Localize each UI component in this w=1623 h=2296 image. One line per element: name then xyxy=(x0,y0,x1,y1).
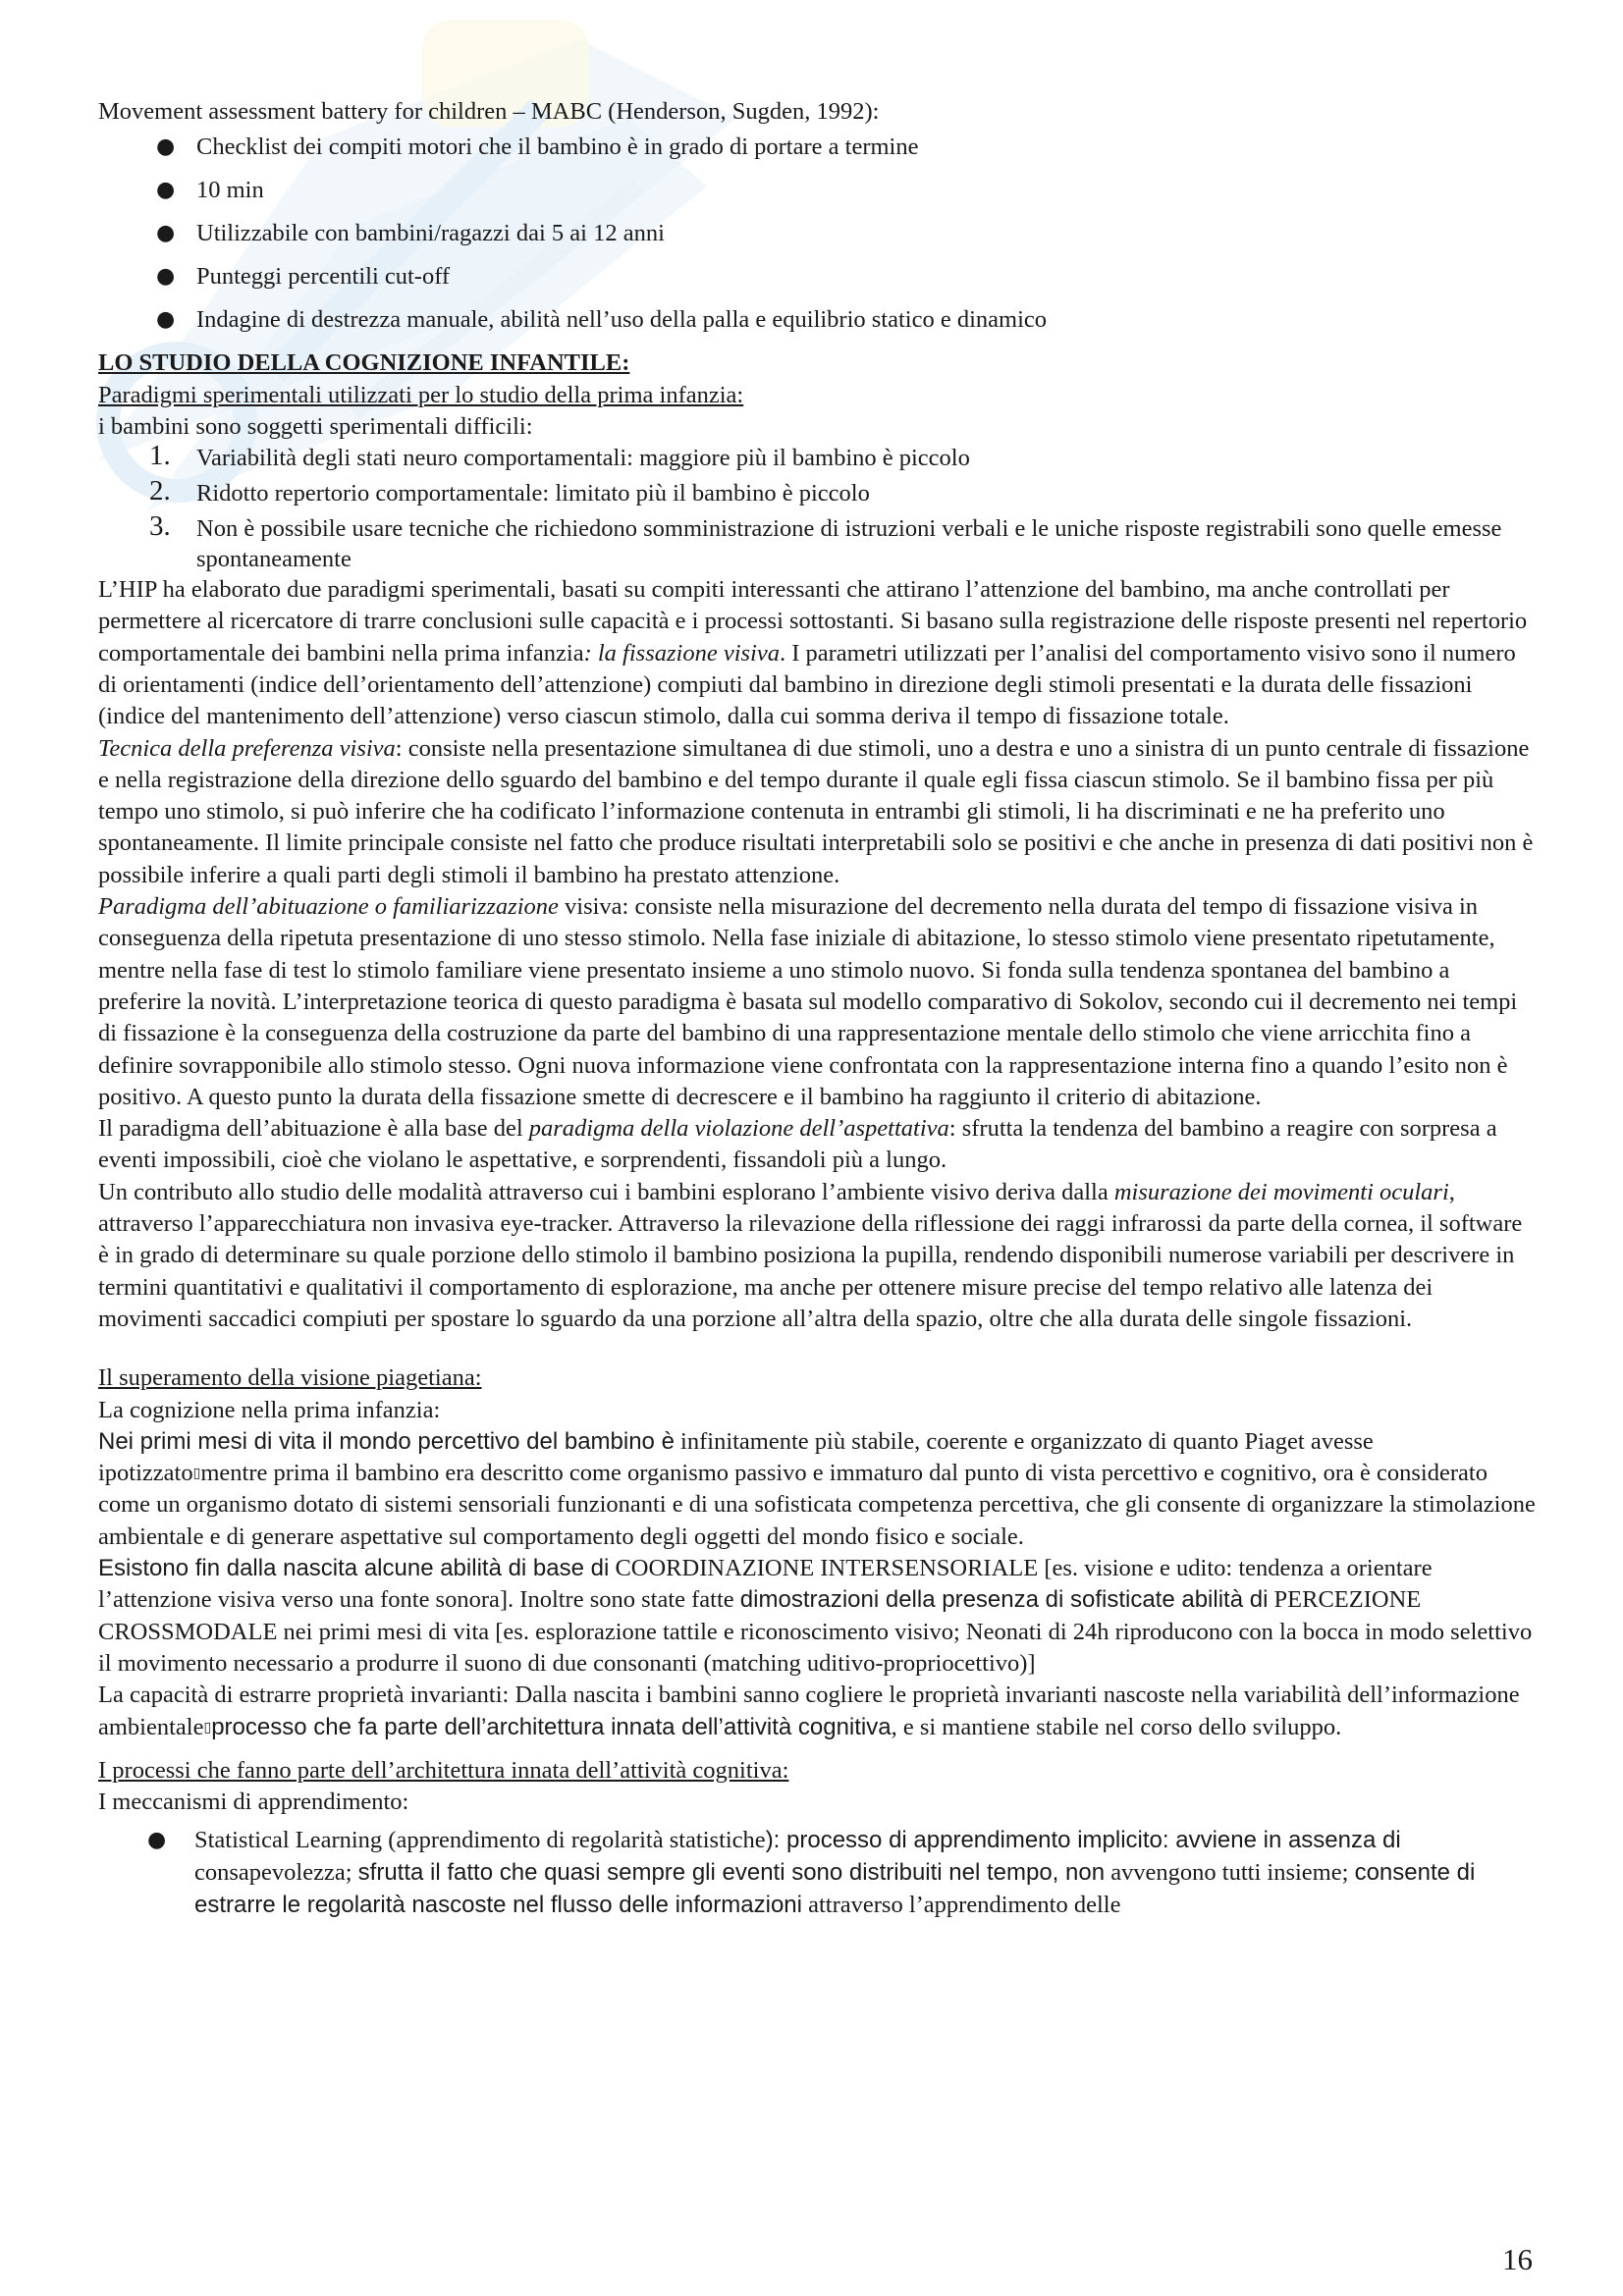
bullet-icon: ● xyxy=(156,221,176,246)
hip-paragraph: L’HIP ha elaborato due paradigmi sperimentali, basati su compiti interessanti che attirano l’attenzione del bambino, ma anche controllati per permettere al ricercatore di trarre conclusioni sulle capacità e i processi sottostanti. Si basano sulla registrazione delle risposte presenti nel repertorio comportamentale dei bambini nella prima infanzia: la fissazione visiva. I parametri utilizzati per l’analisi del comportamento visivo sono il numero di orientamenti (indice dell’orientamento dell’attenzione) compiuti dal bambino in direzione degli stimoli presentati e la durata delle fissazioni (indice del mantenimento dell’attenzione) verso ciascun stimolo, dalla cui somma deriva il tempo di fissazione totale. xyxy=(98,576,1528,730)
list-item: ● Indagine di destrezza manuale, abilità nell’uso della palla e equilibrio statico e dinamico xyxy=(98,304,1537,336)
eyetracker-paragraph: Un contributo allo studio delle modalità attraverso cui i bambini esplorano l’ambiente visivo deriva dalla misurazione dei movimenti oculari, attraverso l’apparecchiatura non invasiva eye-tracker. Attraverso la rilevazione della riflessione dei raggi infrarossi da parte della cornea, il software è in grado di determinare su quale porzione dello stimolo il bambino posiziona la pupilla, rendendo disponibili numerose variabili per descrivere in termini quantitativi e qualitativi il comportamento di esplorazione, ma anche per ottenere misure precise del tempo relativo alle latenza dei movimenti saccadici compiuti per spostare lo sguardo da una porzione all’altra della spazio, oltre che alla durata delle singole fissazioni. xyxy=(98,1178,1523,1332)
missing-glyph-icon: ▯ xyxy=(203,1719,212,1735)
bullet-icon: ● xyxy=(147,1828,167,1853)
list-item: 2. Ridotto repertorio comportamentale: limitato più il bambino è piccolo xyxy=(149,475,870,507)
difficult-intro: i bambini sono soggetti sperimentali difficili: xyxy=(98,412,533,440)
mabc-bullet-list xyxy=(98,132,1537,336)
bullet-icon: ● xyxy=(156,307,176,333)
document-body xyxy=(98,96,1537,1921)
list-item: ● Utilizzabile con bambini/ragazzi dai 5 ai 12 anni xyxy=(98,218,1537,249)
list-item: ● Statistical Learning (apprendimento di regolarità statistiche): processo di apprendimento implicito: avviene in assenza di consapevolezza; sfrutta il fatto che quasi sempre gli eventi sono distribuiti nel tempo, non avvengono tutti insieme; consente di estrarre le regolarità nascoste nel flusso delle informazioni attraverso l’apprendimento delle xyxy=(147,1824,1537,1921)
list-item: 3. Non è possibile usare tecniche che richiedono somministrazione di istruzioni verbali e le uniche risposte registrabili sono quelle emesse spontaneamente xyxy=(149,510,1502,573)
bullet-icon: ● xyxy=(156,178,176,203)
mechanisms-list xyxy=(98,1824,1537,1921)
list-item: ● Checklist dei compiti motori che il bambino è in grado di portare a termine xyxy=(98,132,1537,163)
list-item: ● Punteggi percentili cut-off xyxy=(98,261,1537,293)
cognition-heading: La cognizione nella prima infanzia: xyxy=(98,1396,441,1423)
section-title: LO STUDIO DELLA COGNIZIONE INFANTILE: xyxy=(98,349,630,377)
list-item: ● 10 min xyxy=(98,175,1537,206)
bullet-icon: ● xyxy=(156,264,176,290)
invariant-paragraph: La capacità di estrarre proprietà invarianti: Dalla nascita i bambini sanno cogliere le proprietà invarianti nascoste nella variabilità dell’informazione ambientale▯processo che fa parte dell’architettura innata dell’attività cognitiva, e si mantiene stabile nel corso dello sviluppo. xyxy=(98,1682,1520,1740)
page-number: 16 xyxy=(1502,2242,1533,2276)
coordination-paragraph: Esistono fin dalla nascita alcune abilità di base di COORDINAZIONE INTERSENSORIALE [es. visione e udito: tendenza a orientare l’attenzione visiva verso una fonte sonora]. Inoltre sono state fatte dimostrazioni della presenza di sofisticate abilità di PERCEZIONE CROSSMODALE nei primi mesi di vita [es. esplorazione tattile e riconoscimento visivo; Neonati di 24h riproducono con la bocca in modo selettivo il movimento necessario a produrre il suono di due consonanti (matching uditivo-propriocettivo)] xyxy=(98,1555,1533,1677)
percept-paragraph: Nei primi mesi di vita il mondo percettivo del bambino è infinitamente più stabile, coerente e organizzato di quanto Piaget avesse ipotizzato▯mentre prima il bambino era descritto come organismo passivo e immaturo dal punto di vista percettivo e cognitivo, ora è considerato come un organismo dotato di sistemi sensoriali funzionanti e di una sofisticata competenza percettiva, che gli consente di organizzare la stimolazione ambientale e di generare aspettative sul comportamento degli oggetti del mondo fisico e sociale. xyxy=(98,1427,1536,1550)
violation-paragraph: Il paradigma dell’abituazione è alla base del paradigma della violazione dell’aspettativa: sfrutta la tendenza del bambino a reagire con sorpresa a eventi impossibili, cioè che violano le aspettative, e sorprendenti, fissandoli più a lungo. xyxy=(98,1115,1497,1174)
subsection-heading: Paradigmi sperimentali utilizzati per lo studio della prima infanzia: xyxy=(98,381,744,408)
preference-paragraph: Tecnica della preferenza visiva: consiste nella presentazione simultanea di due stimoli, uno a destra e uno a sinistra di un punto centrale di fissazione e nella registrazione della direzione dello sguardo del bambino e del tempo durante il quale egli fissa ciascun stimolo. Se il bambino fissa per più tempo uno stimolo, si può inferire che ha codificato l’informazione contenuta in entrambi gli stimoli, li ha discriminati e ne ha preferito uno spontaneamente. Il limite principale consiste nel fatto che produce risultati interpretabili solo se positivi e che anche in presenza di dati positivi non è possibile inferire a quali parti degli stimoli il bambino ha prestato attenzione. xyxy=(98,734,1534,888)
habituation-paragraph: Paradigma dell’abituazione o familiarizzazione visiva: consiste nella misurazione del decremento nella durata del tempo di fissazione visiva in conseguenza della ripetuta presentazione di uno stesso stimolo. Nella fase iniziale di abitazione, lo stesso stimolo viene presentato ripetutamente, mentre nella fase di test lo stimolo familiare viene presentato insieme a uno stimolo nuovo. Si fonda sulla tendenza spontanea del bambino a preferire la novità. L’interpretazione teorica di questo paradigma è basata sul modello comparativo di Sokolov, secondo cui il decremento nei tempi di fissazione è la conseguenza della costruzione da parte del bambino di una rappresentazione mentale dello stimolo che viene arricchita fino a definire sovrapponibile allo stimolo stesso. Ogni nuova informazione viene confrontata con la rappresentazione interna fino a quando l’esito non è positivo. A questo punto la durata della fissazione smette di decrescere e il bambino ha raggiunto il criterio di abitazione. xyxy=(98,893,1518,1110)
missing-glyph-icon: ▯ xyxy=(192,1466,201,1482)
mabc-intro: Movement assessment battery for children – MABC (Henderson, Sugden, 1992): xyxy=(98,98,880,125)
difficulty-list xyxy=(98,440,1537,574)
subsection-heading: Il superamento della visione piagetiana: xyxy=(98,1364,482,1392)
mechanisms-heading: I meccanismi di apprendimento: xyxy=(98,1789,409,1816)
list-item: 1. Variabilità degli stati neuro comportamentali: maggiore più il bambino è piccolo xyxy=(149,440,970,472)
bullet-icon: ● xyxy=(156,134,176,160)
subsection-heading: I processi che fanno parte dell’architettura innata dell’attività cognitiva: xyxy=(98,1756,789,1784)
